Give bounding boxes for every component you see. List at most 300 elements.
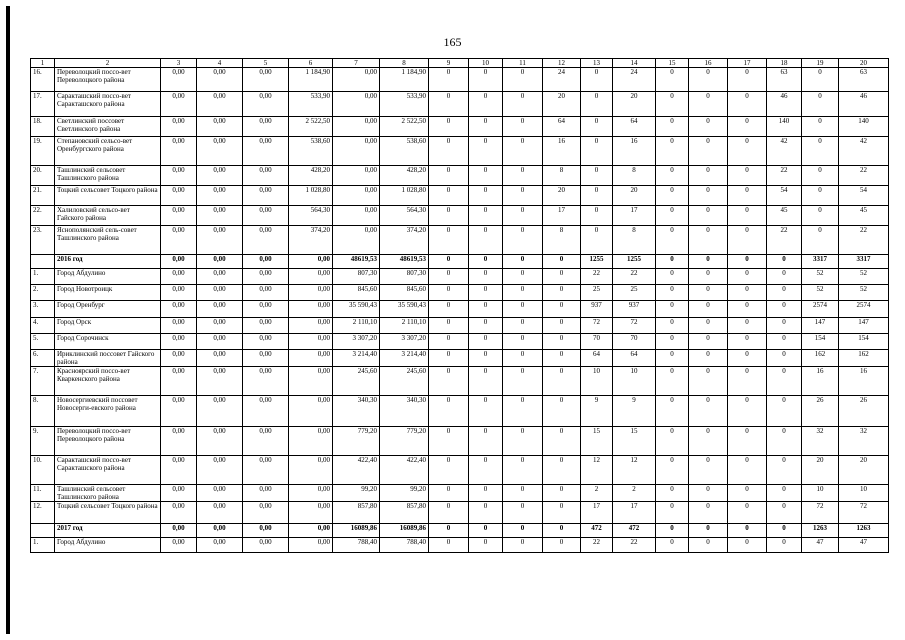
table-cell: 0 <box>689 350 728 367</box>
table-cell: 0 <box>543 367 581 396</box>
table-cell: 3317 <box>839 255 889 269</box>
table-cell: 8 <box>613 166 656 186</box>
column-number-8: 8 <box>380 59 429 68</box>
table-cell: 0 <box>689 485 728 502</box>
table-cell: 0 <box>767 334 802 350</box>
table-cell: 0 <box>728 502 767 524</box>
table-cell: 63 <box>767 68 802 92</box>
table-cell: 0 <box>503 117 543 137</box>
table-cell: 0 <box>767 367 802 396</box>
table-cell: 0 <box>728 396 767 427</box>
table-cell: 20 <box>613 186 656 206</box>
table-cell: 374,20 <box>289 226 333 255</box>
table-cell: 0,00 <box>243 206 289 226</box>
table-cell: 0,00 <box>289 524 333 538</box>
table-cell: 0,00 <box>197 166 243 186</box>
municipality-name-cell: Степановский сельсо-вет Оренбургского района <box>55 137 161 166</box>
table-cell: 0 <box>728 226 767 255</box>
table-cell: 0 <box>656 92 689 117</box>
table-cell: 0,00 <box>197 318 243 334</box>
municipality-name-cell: Новосергиевский поссовет Новосерги-евского района <box>55 396 161 427</box>
table-cell: 0 <box>689 502 728 524</box>
table-row <box>31 350 889 367</box>
table-cell: 0 <box>656 396 689 427</box>
table-cell: 0 <box>728 92 767 117</box>
table-cell: 0 <box>429 367 469 396</box>
table-cell: 0 <box>469 538 503 553</box>
column-number-10: 10 <box>469 59 503 68</box>
table-cell: 15 <box>581 427 613 456</box>
table-cell: 9 <box>581 396 613 427</box>
table-cell: 0 <box>429 206 469 226</box>
table-cell: 0,00 <box>197 255 243 269</box>
municipality-name-cell: Город Сорочинск <box>55 334 161 350</box>
row-number-cell: 1. <box>31 269 55 285</box>
table-cell: 0 <box>689 427 728 456</box>
table-cell: 0 <box>728 166 767 186</box>
table-cell: 0,00 <box>197 285 243 301</box>
table-cell: 0 <box>656 186 689 206</box>
table-cell: 0 <box>503 367 543 396</box>
table-cell: 0 <box>802 117 839 137</box>
table-cell: 0 <box>802 186 839 206</box>
table-cell: 937 <box>581 301 613 318</box>
table-cell: 0,00 <box>333 186 380 206</box>
table-cell: 99,20 <box>333 485 380 502</box>
table-cell: 0 <box>429 255 469 269</box>
table-cell: 857,80 <box>333 502 380 524</box>
table-cell: 0 <box>689 334 728 350</box>
table-cell: 0 <box>543 524 581 538</box>
table-cell: 0 <box>503 350 543 367</box>
table-cell: 0 <box>429 166 469 186</box>
municipality-name-cell: Ташлинский сельсовет Ташлинского района <box>55 166 161 186</box>
municipality-name-cell: Город Новотроицк <box>55 285 161 301</box>
table-cell: 0 <box>503 456 543 485</box>
table-cell: 0,00 <box>197 367 243 396</box>
table-cell: 12 <box>613 456 656 485</box>
municipality-name-cell: Город Оренбург <box>55 301 161 318</box>
table-cell: 0 <box>503 92 543 117</box>
table-cell: 1263 <box>802 524 839 538</box>
table-cell: 1263 <box>839 524 889 538</box>
table-cell: 0,00 <box>197 186 243 206</box>
table-cell: 2574 <box>839 301 889 318</box>
table-cell: 0,00 <box>289 367 333 396</box>
table-cell: 0 <box>429 456 469 485</box>
table-cell: 0 <box>543 427 581 456</box>
table-cell: 0 <box>689 117 728 137</box>
row-number-cell: 8. <box>31 396 55 427</box>
table-cell: 64 <box>581 350 613 367</box>
table-cell: 64 <box>613 117 656 137</box>
table-cell: 0,00 <box>197 502 243 524</box>
table-cell: 52 <box>839 269 889 285</box>
table-cell: 0,00 <box>289 485 333 502</box>
table-cell: 0,00 <box>333 137 380 166</box>
table-cell: 0,00 <box>243 92 289 117</box>
table-cell: 22 <box>613 269 656 285</box>
table-cell: 0,00 <box>243 226 289 255</box>
table-cell: 0 <box>656 524 689 538</box>
table-cell: 0 <box>656 206 689 226</box>
table-cell: 17 <box>581 502 613 524</box>
table-cell: 154 <box>802 334 839 350</box>
table-cell: 1255 <box>581 255 613 269</box>
table-cell: 0 <box>767 285 802 301</box>
table-cell: 0,00 <box>289 427 333 456</box>
table-cell: 0 <box>429 186 469 206</box>
table-row <box>31 68 889 92</box>
table-cell: 0 <box>581 206 613 226</box>
table-cell: 15 <box>613 427 656 456</box>
table-cell: 0,00 <box>243 285 289 301</box>
table-cell: 0 <box>728 68 767 92</box>
column-number-6: 6 <box>289 59 333 68</box>
table-cell: 16 <box>613 137 656 166</box>
table-cell: 0 <box>503 186 543 206</box>
table-cell: 0 <box>503 334 543 350</box>
table-cell: 0 <box>767 427 802 456</box>
column-number-7: 7 <box>333 59 380 68</box>
table-cell: 0,00 <box>197 226 243 255</box>
table-cell: 0 <box>728 301 767 318</box>
table-cell: 64 <box>613 350 656 367</box>
table-cell: 0 <box>429 68 469 92</box>
table-cell: 0,00 <box>333 68 380 92</box>
table-row <box>31 485 889 502</box>
row-number-cell: 17. <box>31 92 55 117</box>
row-number-cell: 21. <box>31 186 55 206</box>
table-cell: 0,00 <box>197 334 243 350</box>
table-cell: 0 <box>728 269 767 285</box>
table-cell: 0,00 <box>333 226 380 255</box>
table-row <box>31 285 889 301</box>
table-cell: 0,00 <box>289 318 333 334</box>
table-cell: 0,00 <box>197 427 243 456</box>
table-cell: 0 <box>767 350 802 367</box>
table-cell: 0 <box>689 92 728 117</box>
table-cell: 0 <box>503 502 543 524</box>
table-row <box>31 318 889 334</box>
table-cell: 32 <box>839 427 889 456</box>
table-cell: 3317 <box>802 255 839 269</box>
table-cell: 857,80 <box>380 502 429 524</box>
table-cell: 22 <box>613 538 656 553</box>
table-cell: 374,20 <box>380 226 429 255</box>
table-cell: 0,00 <box>289 396 333 427</box>
table-cell: 0 <box>429 485 469 502</box>
table-cell: 0 <box>689 318 728 334</box>
table-cell: 845,60 <box>333 285 380 301</box>
table-cell: 0 <box>543 285 581 301</box>
row-number-cell: 19. <box>31 137 55 166</box>
table-cell: 10 <box>839 485 889 502</box>
page-left-bar <box>6 6 10 634</box>
table-cell: 0 <box>543 334 581 350</box>
table-cell: 47 <box>839 538 889 553</box>
municipality-name-cell: Ириклинский поссовет Гайского района <box>55 350 161 367</box>
table-cell: 0,00 <box>161 68 197 92</box>
table-cell: 0 <box>503 485 543 502</box>
table-cell: 0 <box>429 396 469 427</box>
table-cell: 99,20 <box>380 485 429 502</box>
table-cell: 0,00 <box>243 538 289 553</box>
table-cell: 0 <box>728 524 767 538</box>
table-cell: 0 <box>656 502 689 524</box>
municipality-name-cell: Красноярский поссо-вет Кваркенского района <box>55 367 161 396</box>
table-row <box>31 269 889 285</box>
table-cell: 0 <box>469 367 503 396</box>
table-cell: 1 028,80 <box>380 186 429 206</box>
table-cell: 0 <box>767 502 802 524</box>
table-cell: 147 <box>839 318 889 334</box>
table-cell: 72 <box>839 502 889 524</box>
table-cell: 0 <box>656 285 689 301</box>
table-cell: 0,00 <box>161 502 197 524</box>
table-cell: 0 <box>728 350 767 367</box>
table-cell: 0,00 <box>243 367 289 396</box>
page-number: 165 <box>443 35 462 49</box>
table-cell: 72 <box>581 318 613 334</box>
year-label-cell: 2017 год <box>55 524 161 538</box>
table-cell: 0,00 <box>161 456 197 485</box>
table-cell: 0 <box>581 117 613 137</box>
table-cell: 538,60 <box>380 137 429 166</box>
table-cell: 0,00 <box>243 318 289 334</box>
row-number-cell: 11. <box>31 485 55 502</box>
table-cell: 47 <box>802 538 839 553</box>
table-cell: 0 <box>656 538 689 553</box>
table-cell: 0 <box>802 92 839 117</box>
table-cell: 22 <box>581 269 613 285</box>
table-cell: 538,60 <box>289 137 333 166</box>
table-cell: 20 <box>839 456 889 485</box>
municipality-name-cell: Саракташский поссо-вет Саракташского района <box>55 92 161 117</box>
table-cell: 0,00 <box>289 334 333 350</box>
table-cell: 162 <box>802 350 839 367</box>
table-cell: 63 <box>839 68 889 92</box>
table-cell: 0,00 <box>197 456 243 485</box>
table-cell: 0 <box>728 186 767 206</box>
table-row <box>31 334 889 350</box>
table-cell: 0,00 <box>197 301 243 318</box>
table-cell: 0,00 <box>161 367 197 396</box>
table-cell: 0 <box>728 367 767 396</box>
table-cell: 25 <box>581 285 613 301</box>
table-cell: 564,30 <box>380 206 429 226</box>
municipality-name-cell: Тоцкий сельсовет Тоцкого района <box>55 502 161 524</box>
table-cell: 0 <box>689 137 728 166</box>
table-cell: 0,00 <box>197 485 243 502</box>
table-cell: 16089,86 <box>333 524 380 538</box>
table-cell: 45 <box>839 206 889 226</box>
table-total-row <box>31 524 889 538</box>
table-cell: 0 <box>767 524 802 538</box>
table-cell: 0 <box>469 502 503 524</box>
table-cell: 245,60 <box>380 367 429 396</box>
table-cell: 0,00 <box>161 92 197 117</box>
table-cell: 0,00 <box>161 301 197 318</box>
table-row <box>31 226 889 255</box>
table-cell: 17 <box>613 502 656 524</box>
table-cell: 0 <box>689 367 728 396</box>
table-cell: 16 <box>543 137 581 166</box>
table-cell: 0,00 <box>161 334 197 350</box>
table-cell: 0 <box>767 485 802 502</box>
table-cell: 0,00 <box>243 68 289 92</box>
column-number-14: 14 <box>613 59 656 68</box>
table-cell: 0 <box>728 334 767 350</box>
table-cell: 0 <box>728 206 767 226</box>
row-number-cell: 1. <box>31 538 55 553</box>
table-cell: 0 <box>767 255 802 269</box>
table-cell: 0 <box>503 318 543 334</box>
table-cell: 0 <box>469 117 503 137</box>
table-cell: 472 <box>613 524 656 538</box>
table-cell: 0 <box>728 485 767 502</box>
table-cell: 64 <box>543 117 581 137</box>
table-cell: 0 <box>728 255 767 269</box>
table-cell: 2 110,10 <box>333 318 380 334</box>
table-cell: 0 <box>503 427 543 456</box>
table-cell: 22 <box>839 166 889 186</box>
table-cell: 16 <box>839 367 889 396</box>
table-row <box>31 92 889 117</box>
table-cell: 48619,53 <box>380 255 429 269</box>
municipality-name-cell: Город Абдулино <box>55 538 161 553</box>
table-cell: 0,00 <box>197 538 243 553</box>
table-cell: 779,20 <box>333 427 380 456</box>
table-cell: 0 <box>656 68 689 92</box>
table-cell: 0 <box>543 502 581 524</box>
column-number-12: 12 <box>543 59 581 68</box>
table-cell: 147 <box>802 318 839 334</box>
table-cell: 0 <box>469 255 503 269</box>
table-cell: 0,00 <box>161 524 197 538</box>
table-cell: 0 <box>429 524 469 538</box>
table-cell: 0 <box>503 137 543 166</box>
table-cell: 0 <box>656 350 689 367</box>
table-cell: 0 <box>728 137 767 166</box>
table-cell: 0 <box>429 285 469 301</box>
table-cell: 0 <box>656 137 689 166</box>
table-cell: 35 590,43 <box>333 301 380 318</box>
table-cell: 0,00 <box>161 255 197 269</box>
table-cell: 0 <box>656 226 689 255</box>
table-cell: 3 307,20 <box>380 334 429 350</box>
table-cell: 0 <box>469 427 503 456</box>
table-cell: 0,00 <box>289 285 333 301</box>
table-cell: 42 <box>839 137 889 166</box>
table-cell: 0,00 <box>333 117 380 137</box>
table-cell: 1 184,90 <box>380 68 429 92</box>
table-cell: 0 <box>503 538 543 553</box>
table-row <box>31 301 889 318</box>
table-cell: 0,00 <box>243 166 289 186</box>
table-cell: 54 <box>839 186 889 206</box>
row-number-cell: 4. <box>31 318 55 334</box>
table-cell: 0 <box>543 396 581 427</box>
table-cell: 0 <box>689 301 728 318</box>
table-cell: 0 <box>469 269 503 285</box>
table-cell: 0 <box>429 538 469 553</box>
table-cell: 0,00 <box>161 117 197 137</box>
table-cell: 0,00 <box>243 485 289 502</box>
table-cell: 0 <box>543 255 581 269</box>
table-cell: 0 <box>581 166 613 186</box>
table-cell: 8 <box>543 166 581 186</box>
table-cell: 0 <box>581 92 613 117</box>
table-cell: 0 <box>469 485 503 502</box>
table-cell: 0 <box>429 301 469 318</box>
table-cell: 26 <box>802 396 839 427</box>
table-cell: 0 <box>503 166 543 186</box>
table-cell: 0 <box>689 524 728 538</box>
table-cell: 0 <box>728 427 767 456</box>
table-cell: 0 <box>689 538 728 553</box>
table-cell: 0 <box>429 117 469 137</box>
table-cell: 0 <box>656 456 689 485</box>
table-cell: 0 <box>543 269 581 285</box>
table-cell: 0,00 <box>161 285 197 301</box>
table-cell: 0 <box>503 255 543 269</box>
table-cell: 0 <box>802 166 839 186</box>
table-cell: 17 <box>613 206 656 226</box>
table-cell: 0 <box>728 456 767 485</box>
table-cell: 0 <box>656 301 689 318</box>
table-cell: 0 <box>802 68 839 92</box>
table-cell: 0 <box>802 137 839 166</box>
table-cell: 0 <box>689 186 728 206</box>
table-cell: 0 <box>656 166 689 186</box>
table-cell: 0,00 <box>333 166 380 186</box>
table-cell: 0 <box>689 166 728 186</box>
table-cell: 0,00 <box>333 206 380 226</box>
table-cell: 422,40 <box>333 456 380 485</box>
table-cell: 0 <box>656 427 689 456</box>
table-cell: 0,00 <box>161 269 197 285</box>
row-number-cell <box>31 524 55 538</box>
table-cell: 0 <box>689 269 728 285</box>
row-number-cell: 5. <box>31 334 55 350</box>
column-number-15: 15 <box>656 59 689 68</box>
table-cell: 0 <box>469 318 503 334</box>
table-cell: 22 <box>767 226 802 255</box>
table-cell: 0 <box>767 269 802 285</box>
municipality-name-cell: Светлинский поссовет Светлинского района <box>55 117 161 137</box>
table-cell: 0 <box>503 206 543 226</box>
table-cell: 428,20 <box>289 166 333 186</box>
table-cell: 0 <box>469 226 503 255</box>
table-cell: 0 <box>656 269 689 285</box>
table-cell: 0 <box>581 186 613 206</box>
table-cell: 788,40 <box>380 538 429 553</box>
table-cell: 54 <box>767 186 802 206</box>
table-cell: 0 <box>767 396 802 427</box>
table-cell: 0 <box>429 92 469 117</box>
row-number-cell <box>31 255 55 269</box>
table-cell: 32 <box>802 427 839 456</box>
table-cell: 845,60 <box>380 285 429 301</box>
table-cell: 52 <box>802 269 839 285</box>
table-cell: 0 <box>689 456 728 485</box>
table-cell: 0 <box>503 269 543 285</box>
table-cell: 0,00 <box>289 269 333 285</box>
table-cell: 0,00 <box>243 334 289 350</box>
municipality-name-cell: Переволоцкий поссо-вет Переволоцкого района <box>55 427 161 456</box>
row-number-cell: 12. <box>31 502 55 524</box>
